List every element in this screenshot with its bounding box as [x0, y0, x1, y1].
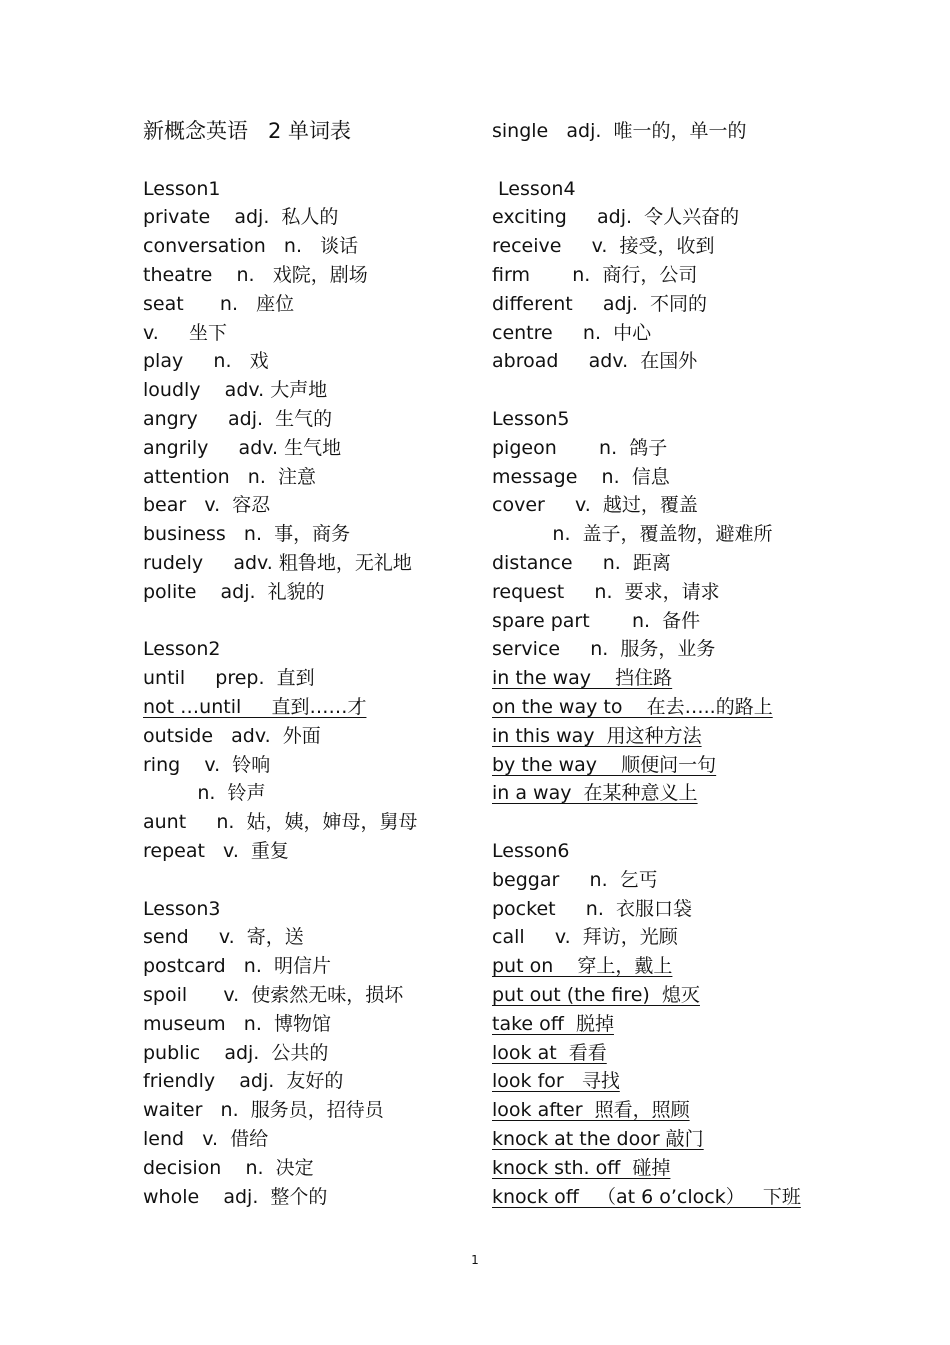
left-entry: attention n. 注意 [143, 465, 316, 488]
right-entry: message n. 信息 [492, 465, 670, 488]
left-entry: seat n. 座位 [143, 292, 295, 315]
right-entry: knock off （at 6 o’clock） 下班 [492, 1185, 801, 1208]
left-entry: repeat v. 重复 [143, 840, 289, 862]
right-entry: on the way to 在去…..的路上 [492, 696, 773, 718]
right-entry: receive v. 接受，收到 [492, 235, 715, 258]
right-entry: in this way 用这种方法 [492, 724, 702, 747]
left-entry: ring v. 铃响 [143, 753, 271, 776]
right-entry: by the way 顺便问一句 [492, 753, 717, 776]
left-entry: Lesson3 [143, 897, 221, 920]
right-entry: knock at the door 敲门 [492, 1128, 704, 1150]
left-entry: waiter n. 服务员，招待员 [143, 1099, 384, 1122]
right-entry: exciting adj. 令人兴奋的 [492, 206, 740, 229]
left-entry: n. 铃声 [143, 782, 266, 805]
right-entry: Lesson5 [492, 408, 570, 430]
right-entry: different adj. 不同的 [492, 292, 707, 315]
left-entry: friendly adj. 友好的 [143, 1070, 344, 1093]
left-entry: private adj. 私人的 [143, 206, 339, 229]
left-entry: postcard n. 明信片 [143, 955, 331, 978]
right-entry: Lesson4 [492, 177, 576, 200]
left-entry: theatre n. 戏院，剧场 [143, 264, 368, 286]
right-entry: knock sth. off 碰掉 [492, 1156, 671, 1179]
right-entry: service n. 服务，业务 [492, 638, 716, 661]
left-entry: Lesson1 [143, 177, 221, 200]
right-entry: single adj. 唯一的，单一的 [492, 120, 747, 142]
left-entry: angrily adv. 生气地 [143, 436, 342, 459]
right-entry: beggar n. 乞丐 [492, 868, 658, 891]
right-entry: call v. 拜访，光顾 [492, 926, 678, 949]
left-entry: loudly adv. 大声地 [143, 379, 328, 402]
left-entry: rudely adv. 粗鲁地，无礼地 [143, 552, 412, 574]
left-entry: Lesson2 [143, 638, 221, 661]
left-entry: not …until 直到……才 [143, 696, 367, 718]
left-entry: decision n. 决定 [143, 1156, 314, 1179]
right-entry: abroad adv. 在国外 [492, 350, 698, 373]
left-entry: aunt n. 姑，姨，婶母，舅母 [143, 811, 418, 834]
right-entry: pocket n. 衣服口袋 [492, 897, 692, 920]
right-entry: put out (the fire) 熄灭 [492, 984, 700, 1006]
left-entry: outside adv. 外面 [143, 724, 321, 747]
right-entry: take off 脱掉 [492, 1012, 614, 1035]
left-entry: play n. 戏 [143, 350, 269, 373]
right-entry: cover v. 越过，覆盖 [492, 494, 698, 517]
right-entry: look for 寻找 [492, 1070, 620, 1093]
right-entry: firm n. 商行，公司 [492, 264, 698, 286]
left-entry: public adj. 公共的 [143, 1041, 329, 1064]
page-title: 新概念英语 2 单词表 [143, 119, 352, 143]
right-entry: centre n. 中心 [492, 321, 652, 344]
right-entry: in a way 在某种意义上 [492, 782, 698, 805]
left-entry: museum n. 博物馆 [143, 1012, 331, 1035]
right-entry: n. 盖子，覆盖物，避难所 [492, 523, 773, 546]
page-number: 1 [471, 1253, 479, 1267]
right-entry: in the way 挡住路 [492, 667, 673, 690]
right-entry: look at 看看 [492, 1041, 607, 1064]
right-entry: pigeon n. 鸽子 [492, 436, 668, 459]
left-entry: spoil v. 使索然无味，损坏 [143, 984, 404, 1006]
left-entry: polite adj. 礼貌的 [143, 580, 325, 603]
right-entry: spare part n. 备件 [492, 609, 701, 632]
left-entry: until prep. 直到 [143, 667, 315, 690]
left-entry: business n. 事，商务 [143, 523, 351, 546]
left-entry: conversation n. 谈话 [143, 235, 359, 258]
right-entry: look after 照看，照顾 [492, 1099, 690, 1122]
left-entry: lend v. 借给 [143, 1128, 269, 1150]
right-entry: request n. 要求，请求 [492, 580, 720, 603]
right-entry: distance n. 距离 [492, 552, 671, 574]
left-entry: v. 坐下 [143, 321, 228, 344]
right-entry: put on 穿上，戴上 [492, 955, 673, 978]
left-entry: send v. 寄，送 [143, 926, 304, 949]
left-entry: bear v. 容忍 [143, 494, 271, 517]
right-entry: Lesson6 [492, 840, 570, 862]
left-entry: whole adj. 整个的 [143, 1185, 328, 1208]
left-entry: angry adj. 生气的 [143, 408, 333, 430]
